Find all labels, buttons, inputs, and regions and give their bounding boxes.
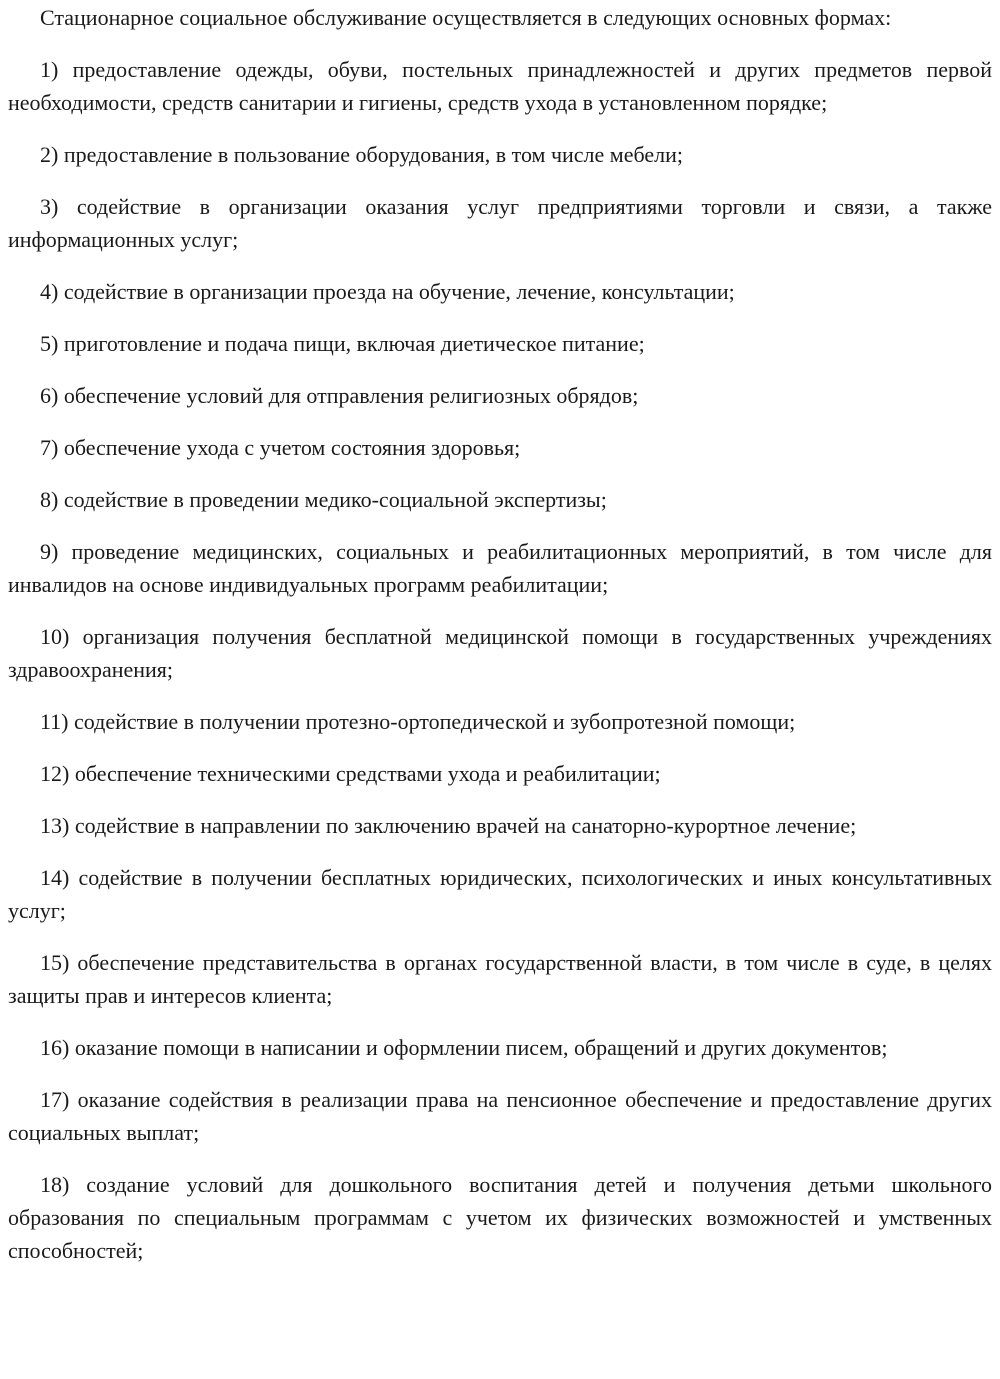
list-item: 8) содействие в проведении медико-социальной экспертизы; bbox=[40, 487, 607, 512]
list-item: 5) приготовление и подача пищи, включая диетическое питание; bbox=[40, 331, 645, 356]
list-item: 7) обеспечение ухода с учетом состояния здоровья; bbox=[40, 435, 521, 460]
list-item: 2) предоставление в пользование оборудования, в том числе мебели; bbox=[40, 142, 684, 167]
list-item: 9) проведение медицинских, социальных и реабилитационных мероприятий, в том числе для инвалидов на основе индивидуальных программ реабилитации; bbox=[8, 539, 992, 597]
list-item: 13) содействие в направлении по заключению врачей на санаторно-курортное лечение; bbox=[40, 813, 857, 838]
list-item: 3) содействие в организации оказания услуг предприятиями торговли и связи, а также информационных услуг; bbox=[8, 194, 992, 252]
list-item: 15) обеспечение представительства в органах государственной власти, в том числе в суде, в целях защиты прав и интересов клиента; bbox=[8, 950, 992, 1008]
intro-paragraph: Стационарное социальное обслуживание осуществляется в следующих основных формах: bbox=[40, 5, 892, 30]
list-item: 11) содействие в получении протезно-ортопедической и зубопротезной помощи; bbox=[40, 709, 796, 734]
list-item: 10) организация получения бесплатной медицинской помощи в государственных учреждениях здравоохранения; bbox=[8, 624, 992, 682]
document-page bbox=[8, 0, 992, 1286]
list-item: 18) создание условий для дошкольного воспитания детей и получения детьми школьного образования по специальным программам с учетом их физических возможностей и умственных способностей; bbox=[8, 1172, 992, 1263]
list-item: 14) содействие в получении бесплатных юридических, психологических и иных консультативных услуг; bbox=[8, 865, 992, 923]
list-item: 16) оказание помощи в написании и оформлении писем, обращений и других документов; bbox=[40, 1035, 888, 1060]
list-item: 17) оказание содействия в реализации права на пенсионное обеспечение и предоставление других социальных выплат; bbox=[8, 1087, 992, 1145]
list-item: 12) обеспечение техническими средствами ухода и реабилитации; bbox=[40, 761, 661, 786]
list-item: 4) содействие в организации проезда на обучение, лечение, консультации; bbox=[40, 279, 735, 304]
list-item: 1) предоставление одежды, обуви, постельных принадлежностей и других предметов первой необходимости, средств санитарии и гигиены, средств ухода в установленном порядке; bbox=[8, 57, 992, 115]
list-item: 6) обеспечение условий для отправления религиозных обрядов; bbox=[40, 383, 639, 408]
